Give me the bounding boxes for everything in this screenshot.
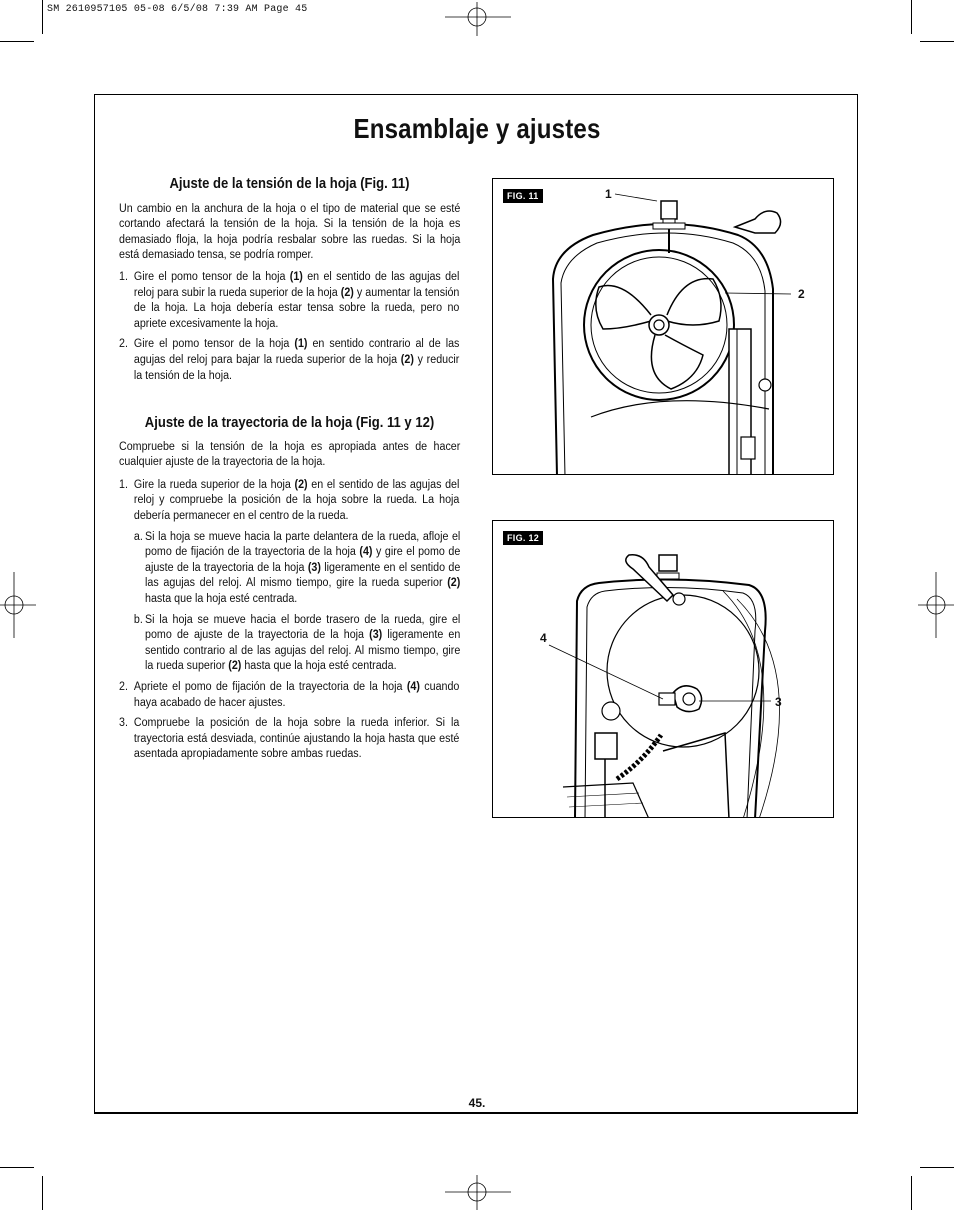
sub-list-item: b. Si la hoja se mueve hacia el borde trasero de la rueda, gire el pomo de ajuste de la trayectoria de la hoja (3) ligeramente en sentido contrario al de las agujas del reloj. Al mismo tiempo, gire la rueda superior (2) hasta que la hoja esté centrada. — [133, 613, 461, 673]
list-item: 2. Apriete el pomo de fijación de la trayectoria de la hoja (4) cuando haya acabado de hacer ajustes. — [119, 680, 460, 709]
sub-list-item: a. Si la hoja se mueve hacia la parte delantera de la rueda, afloje el pomo de fijación de la trayectoria de la hoja (4) y gire el pomo de ajuste de la trayectoria de la hoja (3) ligeramente en el sentido de las agujas del reloj. Al mismo tiempo, gire la rueda superior (2) hasta que la hoja esté centrada. — [133, 530, 461, 605]
section-heading: Ajuste de la tensión de la hoja (Fig. 11) — [169, 176, 410, 192]
callout-4: 4 — [540, 631, 547, 645]
callout-3: 3 — [775, 695, 782, 709]
list-item: 3. Compruebe la posición de la hoja sobre la rueda inferior. Si la trayectoria está desviada, continúe ajustando la hoja hasta que esté asentada apropiadamente sobre ambas ruedas. — [119, 717, 460, 761]
printer-slug: SM 2610957105 05-08 6/5/08 7:39 AM Page 45 — [47, 4, 308, 15]
figure-tag: FIG. 12 — [503, 531, 543, 545]
list-item: 2. Gire el pomo tensor de la hoja (1) en sentido contrario al de las agujas del reloj para bajar la rueda superior de la hoja (2) y reducir la tensión de la hoja. — [119, 338, 460, 382]
callout-1: 1 — [605, 187, 612, 201]
list-item: 1. Gire la rueda superior de la hoja (2) en el sentido de las agujas del reloj y compruebe la posición de la hoja sobre la rueda. La hoja debería permanecer en el centro de la rueda. — [119, 478, 460, 522]
page-number: 45. — [468, 1096, 486, 1110]
figure-12 — [492, 520, 834, 818]
registration-mark-top — [445, 2, 511, 36]
registration-mark-left — [0, 572, 36, 638]
list-item: 1. Gire el pomo tensor de la hoja (1) en el sentido de las agujas del reloj para subir la rueda superior de la hoja (2) y aumentar la tensión de la hoja. La hoja debería estar tensa sobre la rueda, pero no apriete excesivamente la hoja. — [119, 270, 460, 330]
paragraph: Un cambio en la anchura de la hoja o el tipo de material que se esté cortando afectará la tensión de la hoja. Si la tensión de la hoja es demasiado floja, la hoja podría resbalar sobre las ruedas. Si la hoja está demasiado tensa, se podría romper. — [119, 202, 461, 262]
figure-tag: FIG. 11 — [503, 189, 543, 203]
registration-mark-bottom — [445, 1175, 511, 1210]
registration-mark-right — [918, 572, 954, 638]
bandsaw-tracking-knob-illustration — [493, 521, 834, 818]
section-blade-tracking — [119, 416, 460, 763]
section-blade-tension — [119, 177, 460, 384]
paragraph: Compruebe si la tensión de la hoja es apropiada antes de hacer cualquier ajuste de la trayectoria de la hoja. — [119, 440, 461, 469]
bandsaw-upper-wheel-illustration — [493, 179, 834, 475]
callout-2: 2 — [798, 287, 805, 301]
figure-11 — [492, 178, 834, 475]
section-heading: Ajuste de la trayectoria de la hoja (Fig. 11 y 12) — [144, 415, 435, 431]
page-title: Ensamblaje y ajustes — [353, 113, 601, 144]
